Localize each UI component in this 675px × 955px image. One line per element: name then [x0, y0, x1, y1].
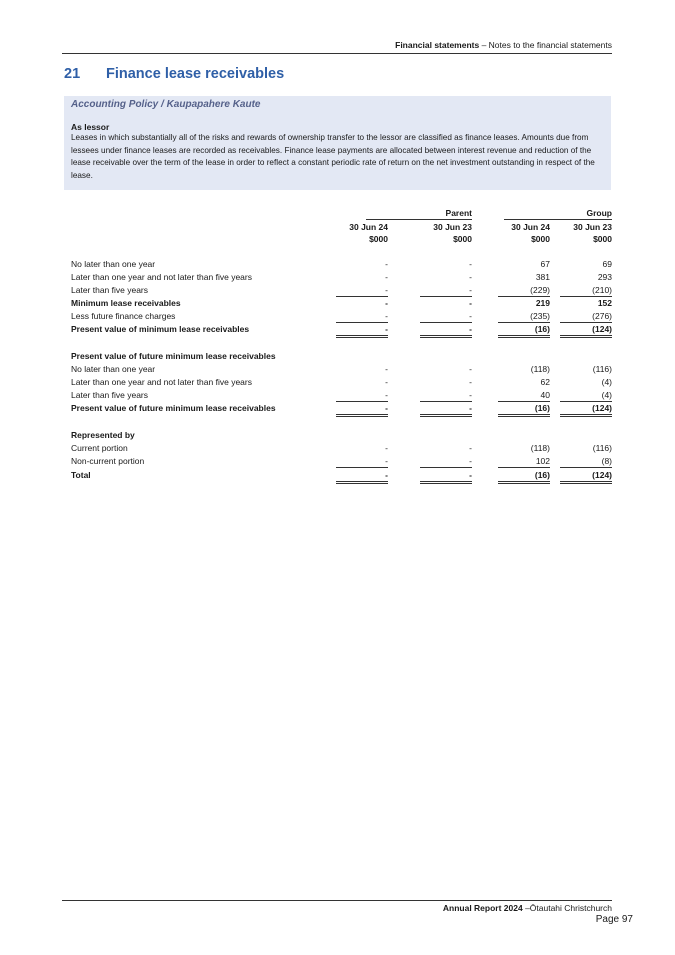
page-footer — [62, 900, 612, 913]
row-value: (276) — [560, 310, 612, 323]
row-value: - — [420, 284, 472, 297]
row-value: - — [385, 377, 388, 387]
row-value: 219 — [535, 298, 550, 308]
row-value: (16) — [498, 469, 550, 484]
header-separator: – — [479, 40, 489, 50]
row-value: (235) — [498, 310, 550, 323]
row-value: (210) — [560, 284, 612, 297]
row-value: (116) — [592, 364, 612, 374]
row-value: - — [420, 469, 472, 484]
table-row — [71, 363, 612, 375]
row-value: - — [420, 402, 472, 417]
row-label: No later than one year — [71, 364, 156, 374]
row-value: - — [385, 298, 388, 308]
row-label: Later than one year and not later than five years — [71, 272, 252, 282]
table-row — [71, 442, 612, 454]
row-label: Present value of future minimum lease receivables — [71, 351, 276, 361]
row-label: No later than one year — [71, 259, 156, 269]
row-value: (4) — [601, 377, 612, 387]
row-value: - — [420, 389, 472, 402]
row-value: - — [336, 455, 388, 468]
column-unit: $000 — [453, 234, 472, 244]
row-value: - — [420, 455, 472, 468]
row-value: (124) — [560, 402, 612, 417]
accounting-policy-box — [64, 96, 611, 190]
table-units-row — [71, 233, 612, 245]
row-value: 40 — [498, 389, 550, 402]
row-value: (4) — [560, 389, 612, 402]
group-header-group: Group — [586, 208, 612, 218]
column-unit: $000 — [593, 234, 612, 244]
page-header — [62, 40, 612, 54]
row-label: Less future finance charges — [71, 311, 176, 321]
row-value: - — [385, 272, 388, 282]
table-group-header-row — [71, 207, 612, 219]
table-row — [71, 376, 612, 388]
page-number: Page 97 — [595, 914, 633, 925]
row-label: Present value of minimum lease receivables — [71, 324, 250, 334]
row-value: - — [385, 259, 388, 269]
table-row — [71, 297, 612, 309]
footer-place: –Ōtautahi Christchurch — [522, 903, 612, 913]
row-value: (118) — [530, 364, 550, 374]
header-subsection: Notes to the financial statements — [488, 40, 612, 50]
row-value: 152 — [597, 298, 612, 308]
row-value: - — [469, 443, 472, 453]
table-row — [71, 271, 612, 283]
row-value: - — [420, 323, 472, 338]
row-value: - — [469, 259, 472, 269]
row-value: (16) — [498, 402, 550, 417]
row-value: 102 — [498, 455, 550, 468]
table-row — [71, 284, 612, 296]
row-value: - — [385, 364, 388, 374]
row-value: - — [469, 298, 472, 308]
row-value: (118) — [530, 443, 550, 453]
table-row — [71, 469, 612, 481]
note-number: 21 — [64, 66, 81, 82]
table-row — [71, 402, 612, 414]
row-value: - — [336, 402, 388, 417]
row-value: - — [336, 389, 388, 402]
row-value: 69 — [602, 259, 612, 269]
row-label: Minimum lease receivables — [71, 298, 181, 308]
table-row — [71, 310, 612, 322]
row-value: 67 — [540, 259, 550, 269]
column-header: 30 Jun 24 — [349, 222, 388, 232]
row-label: Present value of future minimum lease receivables — [71, 403, 276, 413]
row-value: - — [420, 310, 472, 323]
table-row — [71, 258, 612, 270]
column-header: 30 Jun 24 — [511, 222, 550, 232]
row-label: Total — [71, 470, 91, 480]
policy-subheading: As lessor — [71, 122, 110, 132]
row-value: 381 — [535, 272, 550, 282]
row-label: Later than one year and not later than five years — [71, 377, 252, 387]
table-column-header-row — [71, 221, 612, 233]
row-value: - — [469, 377, 472, 387]
row-value: (116) — [592, 443, 612, 453]
row-label: Later than five years — [71, 285, 149, 295]
row-value: - — [469, 272, 472, 282]
column-header: 30 Jun 23 — [573, 222, 612, 232]
row-label: Current portion — [71, 443, 128, 453]
row-value: - — [336, 284, 388, 297]
column-unit: $000 — [369, 234, 388, 244]
table-row — [71, 429, 612, 441]
row-value: (16) — [498, 323, 550, 338]
row-value: - — [336, 469, 388, 484]
row-label: Non-current portion — [71, 456, 145, 466]
row-label: Represented by — [71, 430, 135, 440]
footer-report: Annual Report 2024 — [442, 903, 523, 913]
row-value: (229) — [498, 284, 550, 297]
row-value: (8) — [560, 455, 612, 468]
row-value: - — [336, 323, 388, 338]
table-row — [71, 455, 612, 467]
policy-body: Leases in which substantially all of the risks and rewards of ownership transfer to the lessor are classified as finance leases. Amounts due from lessees under finance leases are recorded as receivables. Finance lease payments are allocated between interest revenue and reduction of the lease receivable over the term of the lease in order to reflect a constant periodic rate of return on the net investment outstanding in respect of the lease. — [71, 133, 595, 180]
note-title — [64, 66, 284, 86]
row-value: - — [469, 364, 472, 374]
row-value: (124) — [560, 469, 612, 484]
row-value: 293 — [597, 272, 612, 282]
group-header-parent: Parent — [445, 208, 472, 218]
row-label: Later than five years — [71, 390, 149, 400]
row-value: (124) — [560, 323, 612, 338]
table-row — [71, 389, 612, 401]
row-value: - — [336, 310, 388, 323]
column-unit: $000 — [531, 234, 550, 244]
note-title-text: Finance lease receivables — [106, 66, 285, 82]
table-row — [71, 350, 612, 362]
header-section: Financial statements — [395, 40, 480, 50]
table-row — [71, 323, 612, 335]
policy-title: Accounting Policy / Kaupapahere Kaute — [71, 99, 261, 110]
row-value: 62 — [540, 377, 550, 387]
column-header: 30 Jun 23 — [433, 222, 472, 232]
row-value: - — [385, 443, 388, 453]
